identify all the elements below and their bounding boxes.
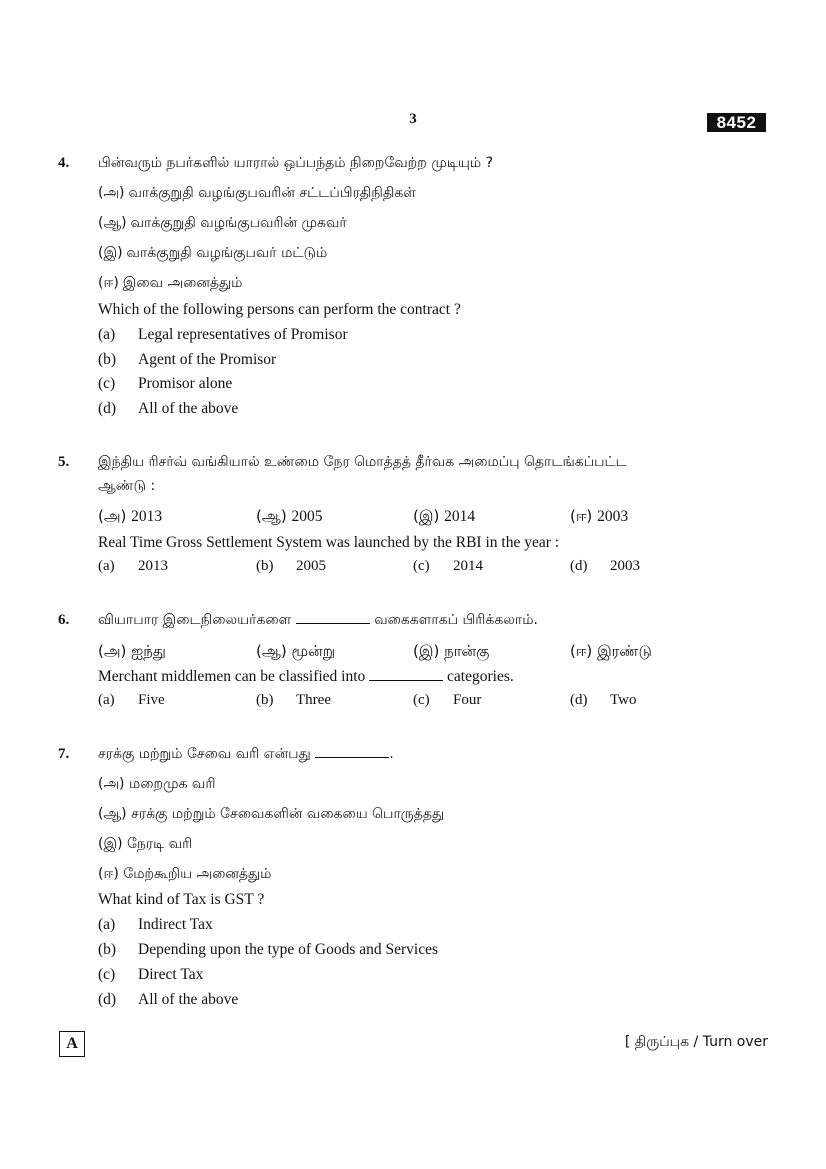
question-5-en-option-c: (c) 2014 — [413, 558, 483, 574]
question-4-english: Which of the following persons can perform the contract ? — [98, 301, 461, 318]
question-4-number: 4. — [58, 155, 70, 171]
question-5-tamil-line2: ஆண்டு : — [98, 478, 156, 494]
question-4-en-option-d: (d) All of the above — [98, 400, 239, 417]
question-5-number: 5. — [58, 454, 70, 470]
question-4-ta-option-a: (அ) வாக்குறுதி வழங்குபவரின் சட்டப்பிரதிநிதிகள் — [98, 185, 416, 201]
question-6-tamil: வியாபார இடைநிலையர்களை வகைகளாகப் பிரிக்கலாம். — [98, 612, 538, 628]
question-5-ta-option-d: (ஈ) 2003 — [570, 507, 629, 525]
question-6-en-option-c: (c) Four — [413, 692, 482, 708]
question-6-number: 6. — [58, 612, 70, 628]
question-7-ta-blank — [315, 755, 389, 758]
question-5-tamil-line1: இந்திய ரிசர்வ் வங்கியால் உண்மை நேர மொத்தத் தீர்வக அமைப்பு தொடங்கப்பட்ட — [98, 454, 627, 470]
question-5-en-option-a: (a) 2013 — [98, 558, 168, 574]
question-6-en-blank — [369, 678, 443, 681]
question-6-en-option-d: (d) Two — [570, 692, 637, 708]
question-6-ta-options — [98, 642, 718, 662]
question-7-english: What kind of Tax is GST ? — [98, 891, 265, 908]
question-7-ta-option-d: (ஈ) மேற்கூறிய அனைத்தும் — [98, 866, 272, 882]
question-6-ta-option-c: (இ) நான்கு — [413, 642, 490, 660]
question-6-en-option-b: (b) Three — [256, 692, 331, 708]
question-5-english: Real Time Gross Settlement System was launched by the RBI in the year : — [98, 534, 560, 551]
question-6-ta-option-d: (ஈ) இரண்டு — [570, 642, 652, 660]
question-4-ta-option-c: (இ) வாக்குறுதி வழங்குபவர் மட்டும் — [98, 245, 328, 261]
question-5-ta-option-a: (அ) 2013 — [98, 507, 163, 525]
question-6-ta-option-b: (ஆ) மூன்று — [256, 642, 336, 660]
question-4-tamil: பின்வரும் நபர்களில் யாரால் ஒப்பந்தம் நிறைவேற்ற முடியும் ? — [98, 155, 494, 171]
question-5-en-option-b: (b) 2005 — [256, 558, 326, 574]
question-5-ta-options — [98, 507, 718, 527]
question-5-ta-option-b: (ஆ) 2005 — [256, 507, 323, 525]
question-4-en-option-b: (b) Agent of the Promisor — [98, 351, 277, 368]
question-6-ta-option-a: (அ) ஐந்து — [98, 642, 166, 660]
page-number: 3 — [409, 111, 417, 127]
question-6-ta-blank — [296, 621, 370, 624]
question-7-en-option-c: (c) Direct Tax — [98, 966, 204, 983]
question-4-ta-option-d: (ஈ) இவை அனைத்தும் — [98, 275, 243, 291]
question-6-en-option-a: (a) Five — [98, 692, 165, 708]
question-7-en-option-a: (a) Indirect Tax — [98, 916, 213, 933]
booklet-series-box: A — [59, 1031, 85, 1057]
question-7-en-option-d: (d) All of the above — [98, 991, 239, 1008]
paper-code-badge: 8452 — [707, 113, 766, 132]
question-7-ta-option-a: (அ) மறைமுக வரி — [98, 776, 216, 792]
question-4-en-option-a: (a) Legal representatives of Promisor — [98, 326, 348, 343]
question-6-english: Merchant middlemen can be classified into categories. — [98, 668, 514, 685]
question-7-tamil: சரக்கு மற்றும் சேவை வரி என்பது . — [98, 746, 394, 762]
question-5-ta-option-c: (இ) 2014 — [413, 507, 476, 525]
question-7-number: 7. — [58, 746, 70, 762]
question-7-en-option-b: (b) Depending upon the type of Goods and Services — [98, 941, 439, 958]
question-7-ta-option-b: (ஆ) சரக்கு மற்றும் சேவைகளின் வகையை பொருத்தது — [98, 806, 445, 822]
question-5-en-option-d: (d) 2003 — [570, 558, 640, 574]
question-7-ta-option-c: (இ) நேரடி வரி — [98, 836, 193, 852]
question-6-en-options — [98, 692, 718, 712]
question-4-ta-option-b: (ஆ) வாக்குறுதி வழங்குபவரின் முகவர் — [98, 215, 347, 231]
question-4-en-option-c: (c) Promisor alone — [98, 375, 233, 392]
question-5-en-options — [98, 558, 718, 578]
turn-over-note: [ திருப்புக / Turn over — [624, 1034, 768, 1050]
